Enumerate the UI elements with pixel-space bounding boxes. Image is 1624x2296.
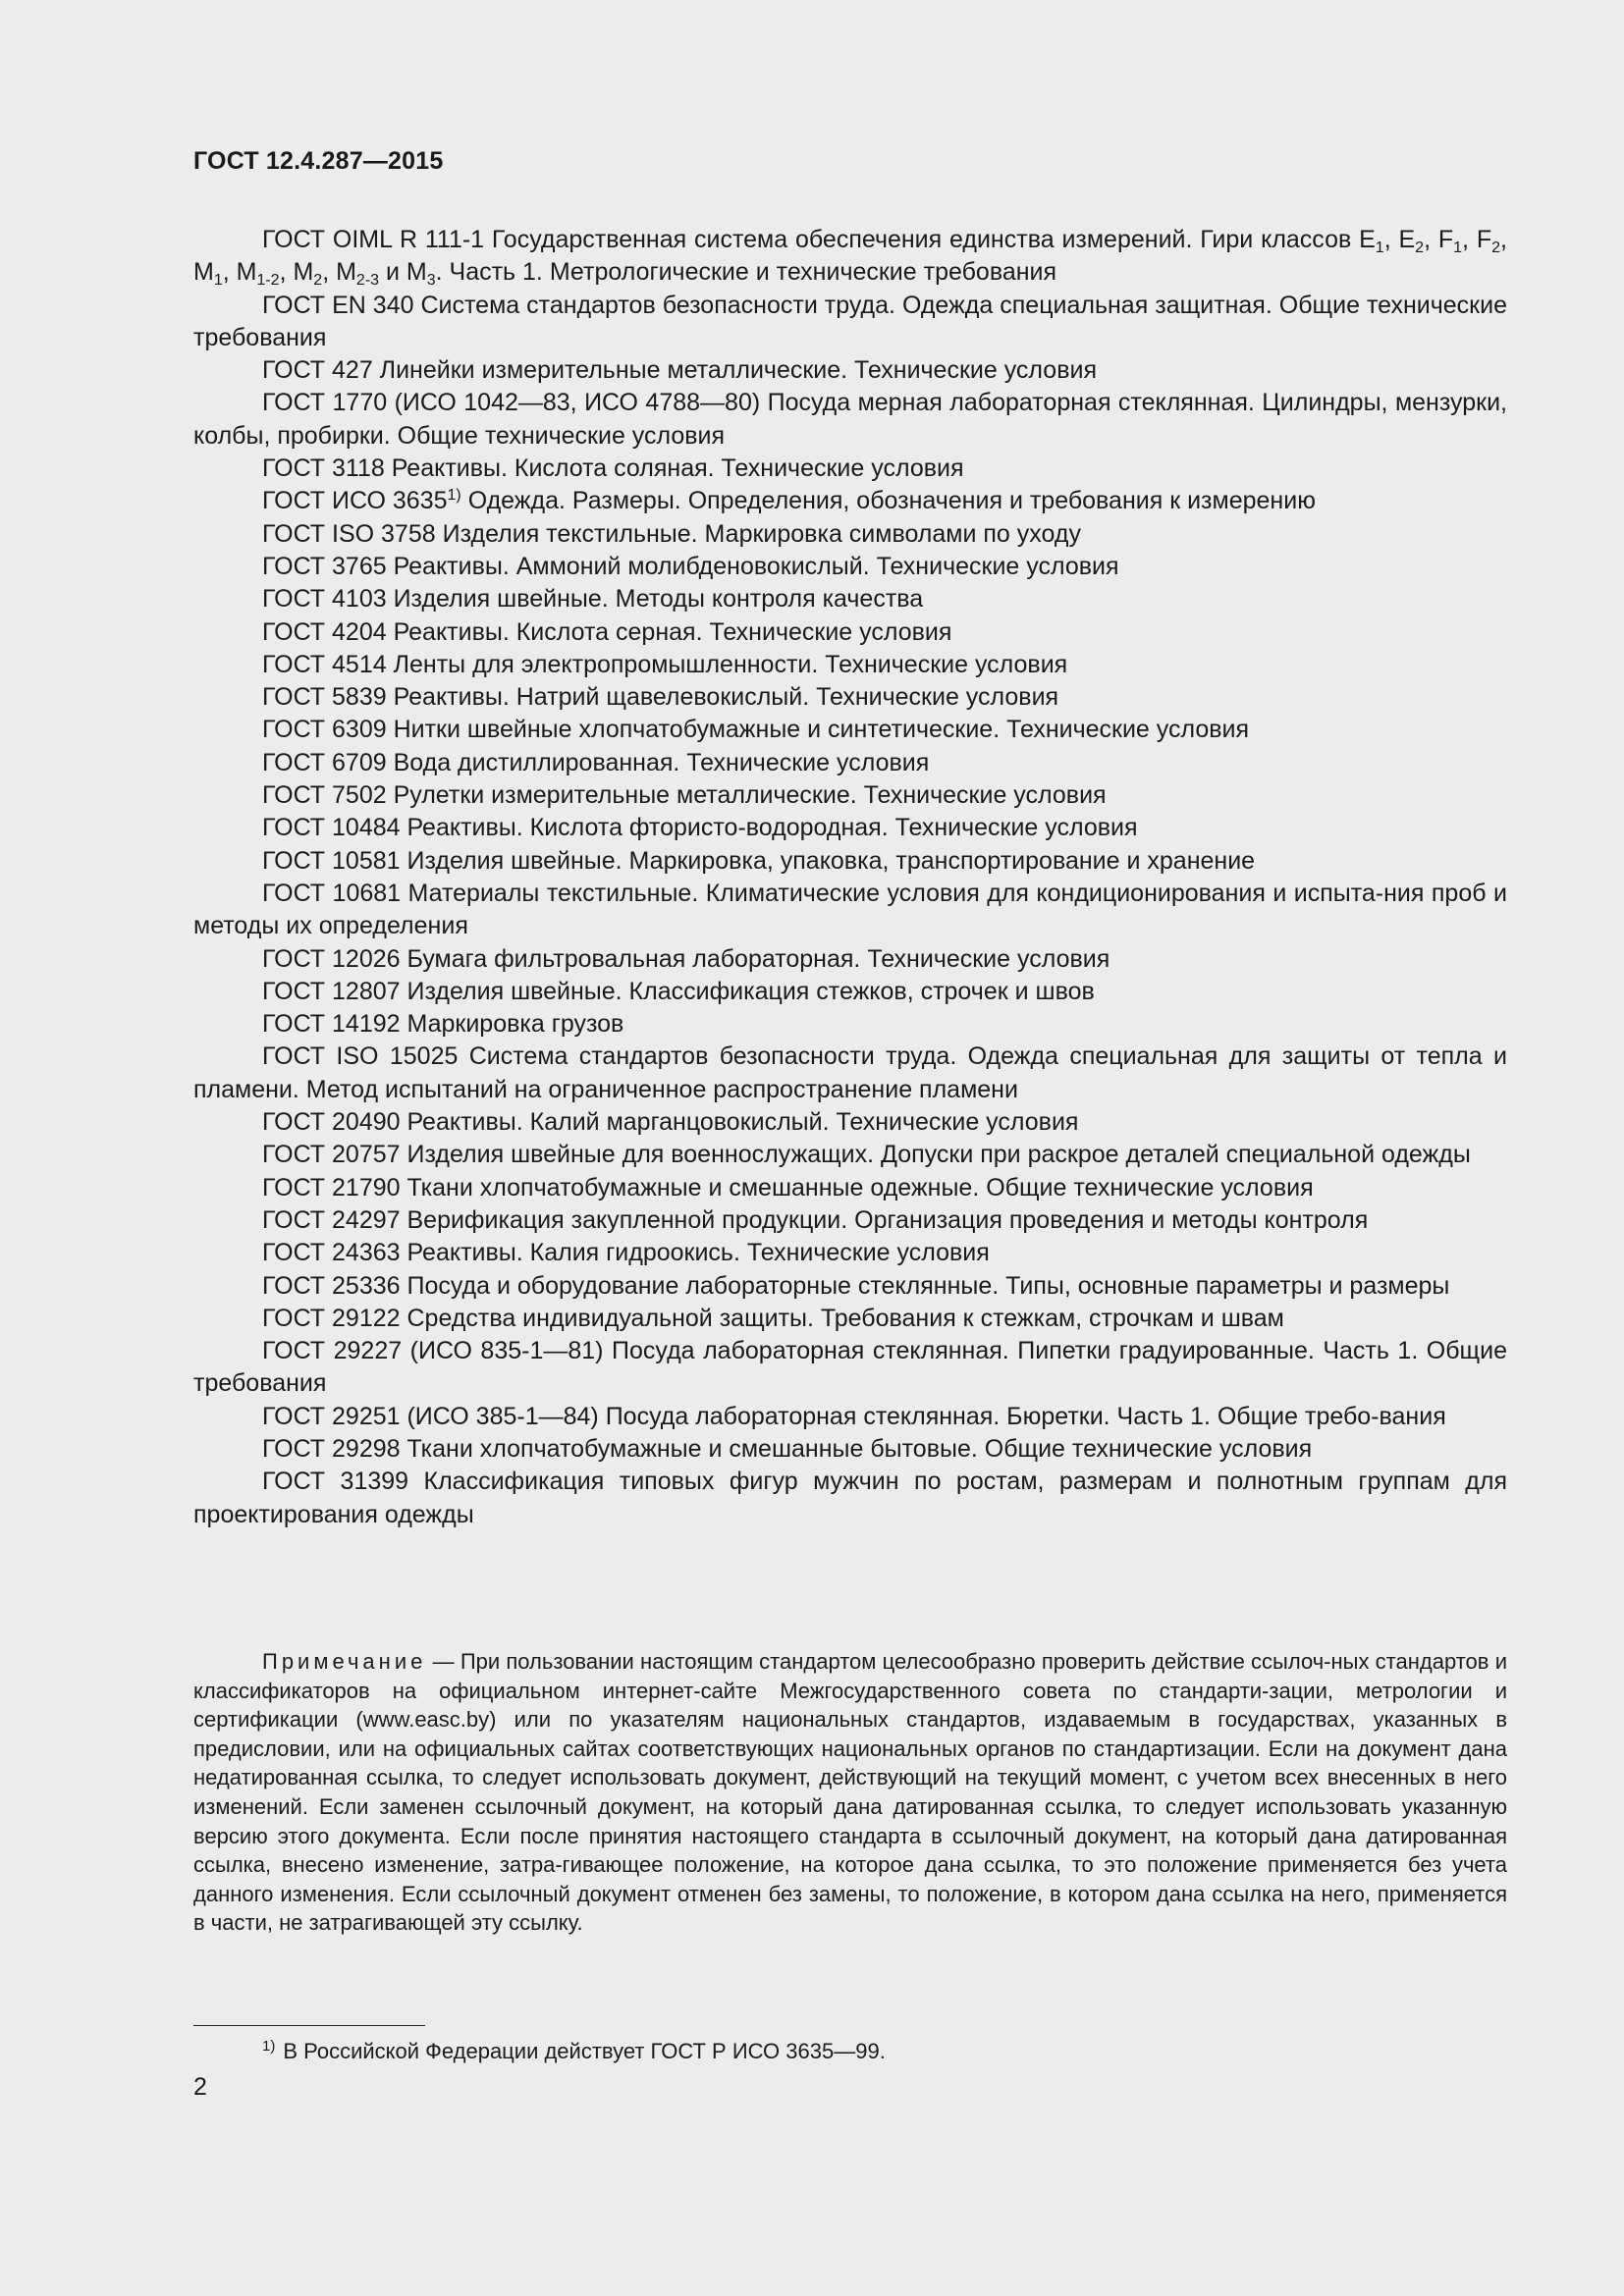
reference-item: ГОСТ 10581 Изделия швейные. Маркировка, упаковка, транспортирование и хранение bbox=[262, 846, 1256, 875]
reference-item: ГОСТ ISO 3758 Изделия текстильные. Маркировка символами по уходу bbox=[262, 519, 1081, 548]
reference-item: ГОСТ 29298 Ткани хлопчатобумажные и смешанные бытовые. Общие технические условия bbox=[262, 1434, 1313, 1463]
note-paragraph bbox=[193, 1647, 1507, 1938]
reference-item: ГОСТ 20490 Реактивы. Калий марганцовокислый. Технические условия bbox=[262, 1108, 1079, 1137]
reference-item: ГОСТ 6309 Нитки швейные хлопчатобумажные и синтетические. Технические условия bbox=[262, 716, 1250, 744]
footnote bbox=[262, 2032, 886, 2066]
reference-item: ГОСТ 10484 Реактивы. Кислота фтористо-водородная. Технические условия bbox=[262, 814, 1138, 842]
reference-item: ГОСТ 5839 Реактивы. Натрий щавелевокислый. Технические условия bbox=[262, 683, 1059, 712]
reference-item: ГОСТ OIML R 111-1 Государственная система обеспечения единства измерений. Гири классов $E_1$, $E_2$, $F_1$, $F_2$, $M_1$, $M_{1-2}$, $M_2$, $M_{2-3}$ и $M_3$. Часть 1. Метрологические и технические требования bbox=[193, 226, 1507, 290]
reference-item: ГОСТ 3118 Реактивы. Кислота соляная. Технические условия bbox=[262, 454, 964, 483]
note-text: — При пользовании настоящим стандартом целесообразно проверить действие ссылоч-ных стандартов и классификаторов на официальном интернет-сайте Межгосударственного совета по стандарти-зации, метрологии и сертификации (www.easc.by) или по указателям национальных стандартов, издаваемым в государствах, указанных в предисловии, или на официальных сайтах соответствующих национальных органов по стандартизации. Если на документ дана недатированная ссылка, то следует использовать документ, действующий на текущий момент, с учетом всех внесенных в него изменений. Если заменен ссылочный документ, на который дана датированная ссылка, то следует использовать указанную версию этого документа. Если после принятия настоящего стандарта в ссылочный документ, на который дана датированная ссылка, внесено изменение, затра-гивающее положение, на которое дана ссылка, то это положение применяется без учета данного изменения. Если ссылочный документ отменен без замены, то положение, в котором дана ссылка на него, применяется в части, не затрагивающей эту ссылку. bbox=[193, 1649, 1507, 1936]
reference-item: ГОСТ 29227 (ИСО 835-1—81) Посуда лабораторная стеклянная. Пипетки градуированные. Часть 1. Общие требования bbox=[193, 1337, 1507, 1398]
footnote-marker: 1) bbox=[447, 487, 461, 505]
reference-item: ГОСТ ИСО 3635$^{1)}$ Одежда. Размеры. Определения, обозначения и требования к измерению bbox=[262, 487, 1316, 515]
reference-item: ГОСТ 427 Линейки измерительные металлические. Технические условия bbox=[262, 356, 1097, 385]
reference-item: ГОСТ 20757 Изделия швейные для военнослужащих. Допуски при раскрое деталей специальной одежды bbox=[262, 1141, 1471, 1169]
reference-item: ГОСТ 10681 Материалы текстильные. Климатические условия для кондиционирования и испыта-ния проб и методы их определения bbox=[193, 879, 1507, 940]
reference-item: ГОСТ 29251 (ИСО 385-1—84) Посуда лабораторная стеклянная. Бюретки. Часть 1. Общие требо-вания bbox=[262, 1402, 1446, 1430]
reference-item: ГОСТ 29122 Средства индивидуальной защиты. Требования к стежкам, строчкам и швам bbox=[262, 1304, 1284, 1332]
note-label: Примечание bbox=[262, 1649, 427, 1674]
document-header: ГОСТ 12.4.287—2015 bbox=[193, 147, 444, 175]
reference-item: ГОСТ 12807 Изделия швейные. Классификация стежков, строчек и швов bbox=[262, 977, 1095, 1005]
reference-item: ГОСТ 4204 Реактивы. Кислота серная. Технические условия bbox=[262, 617, 952, 646]
reference-item: ГОСТ 4103 Изделия швейные. Методы контроля качества bbox=[262, 585, 924, 614]
reference-item: ГОСТ ISO 15025 Система стандартов безопасности труда. Одежда специальная для защиты от тепла и пламени. Метод испытаний на ограниченное распространение пламени bbox=[193, 1042, 1507, 1103]
reference-item: ГОСТ 12026 Бумага фильтровальная лабораторная. Технические условия bbox=[262, 944, 1110, 973]
reference-item: ГОСТ EN 340 Система стандартов безопасности труда. Одежда специальная защитная. Общие технические требования bbox=[193, 291, 1507, 351]
reference-item: ГОСТ 1770 (ИСО 1042—83, ИСО 4788—80) Посуда мерная лабораторная стеклянная. Цилиндры, мензурки, колбы, пробирки. Общие технические условия bbox=[193, 389, 1507, 450]
reference-item: ГОСТ 7502 Рулетки измерительные металлические. Технические условия bbox=[262, 781, 1107, 810]
footnote-text: В Российской Федерации действует ГОСТ Р ИСО 3635—99. bbox=[283, 2039, 886, 2063]
reference-item: ГОСТ 24297 Верификация закупленной продукции. Организация проведения и методы контроля bbox=[262, 1205, 1369, 1234]
footnote-marker: 1) bbox=[262, 2038, 276, 2055]
reference-item: ГОСТ 3765 Реактивы. Аммоний молибденовокислый. Технические условия bbox=[262, 552, 1119, 580]
page-number: 2 bbox=[193, 2073, 207, 2101]
reference-item: ГОСТ 24363 Реактивы. Калия гидроокись. Технические условия bbox=[262, 1239, 990, 1267]
normative-references-list bbox=[193, 224, 1507, 1531]
reference-item: ГОСТ 21790 Ткани хлопчатобумажные и смешанные одежные. Общие технические условия bbox=[262, 1173, 1314, 1201]
reference-item: ГОСТ 25336 Посуда и оборудование лабораторные стеклянные. Типы, основные параметры и размеры bbox=[262, 1271, 1450, 1300]
footnote-divider bbox=[193, 2025, 425, 2026]
reference-item: ГОСТ 31399 Классификация типовых фигур мужчин по ростам, размерам и полнотным группам для проектирования одежды bbox=[193, 1468, 1507, 1528]
reference-item: ГОСТ 14192 Маркировка грузов bbox=[262, 1010, 624, 1039]
reference-item: ГОСТ 6709 Вода дистиллированная. Технические условия bbox=[262, 748, 930, 776]
reference-item: ГОСТ 4514 Ленты для электропромышленности. Технические условия bbox=[262, 650, 1068, 678]
